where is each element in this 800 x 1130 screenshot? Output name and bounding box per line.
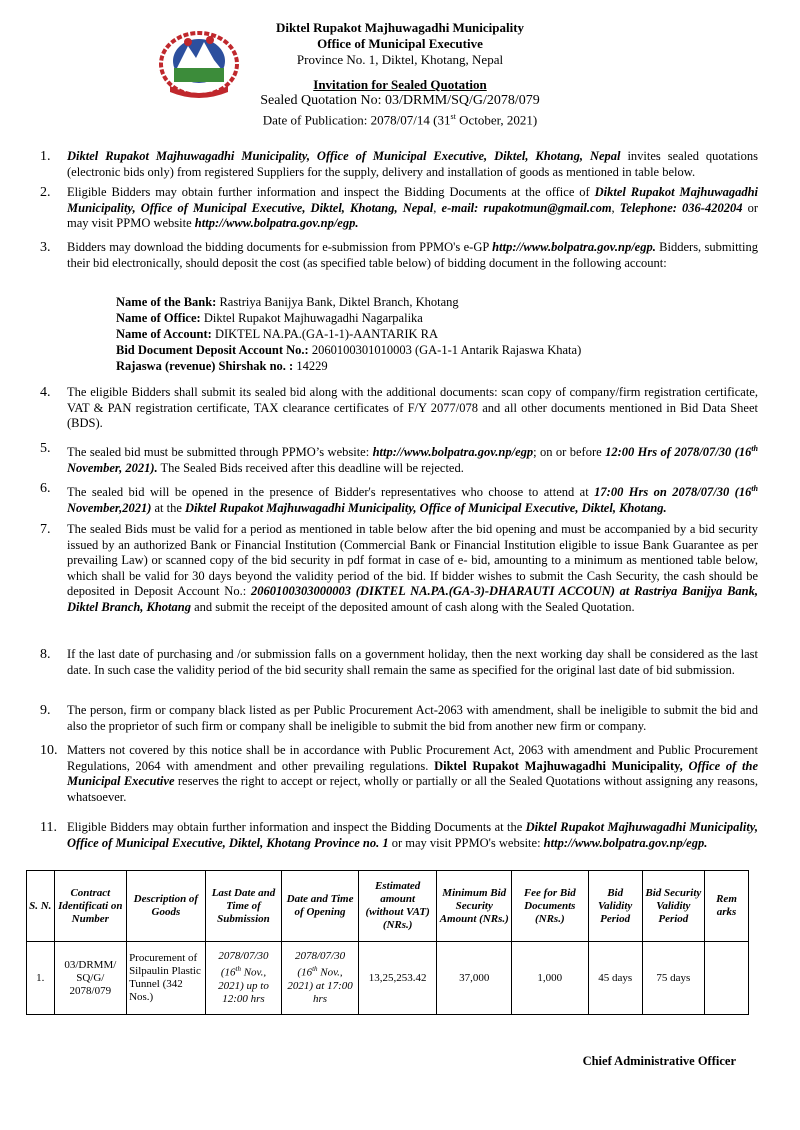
document-header [0,20,800,128]
submission-link[interactable]: http://www.bolpatra.gov.np/egp [372,445,534,460]
clause-5: 5. The sealed bid must be submitted through PPMO’s website: http://www.bolpatra.gov.np/egp; on or before 12:00 Hrs of 2078/07/30 (16th November, 2021). The Sealed Bids received after this deadline will be rejected. [40,441,758,475]
office-name: Office of Municipal Executive [317,36,483,51]
clause-3: 3. Bidders may download the bidding documents for e-submission from PPMO's e-GP http://www.bolpatra.gov.np/egp. Bidders, submitting their bid electronically, should deposit the cost (as specified table below) of bidding document in the following account: [40,240,758,270]
clause-10: 10. Matters not covered by this notice shall be in accordance with Public Procurement Act, 2063 with amendment and Public Procurement Regulations, 2064 with amendment and other prevailing regulations. Diktel Rupakot Majhuwagadhi Municipality, Office of the Municipal Executive reserves the right to accept or reject, wholly or partially or all the Sealed Quotations without assigning any reasons, whatsoever. [40,743,758,804]
table-row [27,942,749,1015]
cell-bid-security: 37,000 [437,942,512,1015]
office-address: Province No. 1, Diktel, Khotang, Nepal [296,52,504,67]
col-estimated-amount: Estimated amount (without VAT) (NRs.) [358,871,437,942]
col-bid-security: Minimum Bid Security Amount (NRs.) [437,871,512,942]
clause-7: 7. The sealed Bids must be valid for a period as mentioned in table below after the bid opening and must be accompanied by a bid security issued by an authorized Bank or Financial Institution (Commercial Bank or Financial Institution eligible to issue Bank Guarantee as per prevailing Law) or scanned copy of the bid security in pdf format in case of e- bid, amounting to a minimum as mentioned table below, which shall be valid for 30 days beyond the validity period of the bid. If bidder wishes to submit the Cash Security, the cash should be deposited in Deposit Account No.: 2060100303000003 (DIKTEL NA.PA.(GA-3)-DHARAUTI ACCOUN) at Rastriya Banijya Bank, Diktel Branch, Khotang and submit the receipt of the deposited amount of cash along with the Sealed Quotation. [40,522,759,614]
cell-bid-validity: 45 days [588,942,642,1015]
clause-2: 2. Eligible Bidders may obtain further information and inspect the Bidding Documents at the office of Diktel Rupakot Majhuwagadhi Municipality, Office of Municipal Executive, Diktel, Khotang, Nepal, e-mail: rupakotmun@gmail.com, Telephone: 036-420204 or may visit PPMO website http://www.bolpatra.gov.np/egp. [40,185,759,231]
col-security-validity: Bid Security Validity Period [642,871,704,942]
municipality-name: Diktel Rupakot Majhuwagadhi Municipality [275,20,525,35]
ppmo-egp-link[interactable]: http://www.bolpatra.gov.np/egp. [543,835,708,850]
quotation-table [26,870,749,1015]
cell-estimated-amount: 13,25,253.42 [358,942,437,1015]
col-fee: Fee for Bid Documents (NRs.) [512,871,589,942]
col-contract-id: Contract Identificati on Number [54,871,127,942]
cell-sn: 1. [27,942,55,1015]
col-sn: S. N. [27,871,55,942]
clause-1: 1. Diktel Rupakot Majhuwagadhi Municipality, Office of Municipal Executive, Diktel, Khotang, Nepal invites sealed quotations (electronic bids only) from registered Suppliers for the supply, delivery and installation of goods as mentioned in table below. [40,149,758,179]
clause-4: 4. The eligible Bidders shall submit its sealed bid along with the additional documents: scan copy of company/firm registration certificate, VAT & PAN registration certificate, TAX clearance certificates of F/Y 2077/078 and all other documents mentioned in Bid Data Sheet (BDS). [40,385,758,431]
notice-title: Invitation for Sealed Quotation [313,77,487,92]
col-remarks: Rem arks [704,871,748,942]
clause-8: 8. If the last date of purchasing and /or submission falls on a government holiday, then the next working day shall be considered as the last date. In such case the validity period of the bid security shall remain the same as specified for the original last date of bid submission. [40,647,758,677]
clause-11: 11. Eligible Bidders may obtain further information and inspect the Bidding Documents at the Diktel Rupakot Majhuwagadhi Municipality, Office of Municipal Executive, Diktel, Khotang Province no. 1 or may visit PPMO's website: http://www.bolpatra.gov.np/egp. [40,820,758,850]
col-opening-date: Date and Time of Opening [282,871,359,942]
cell-security-validity: 75 days [642,942,704,1015]
cell-opening-date: 2078/07/30 (16th Nov., 2021) at 17:00 hrs [282,942,359,1015]
quotation-number: Sealed Quotation No: 03/DRMM/SQ/G/2078/079 [260,93,540,108]
clause-9: 9. The person, firm or company black listed as per Public Procurement Act-2063 with amendment, shall be ineligible to submit the bid and also the proprietor of such firm or company shall be ineligible to submit the bid from another new firm or company. [40,703,758,733]
cell-fee: 1,000 [512,942,589,1015]
bank-details: Name of the Bank: Rastriya Banijya Bank, Diktel Branch, Khotang Name of Office: Diktel Rupakot Majhuwagadhi Nagarpalika Name of Account: DIKTEL NA.PA.(GA-1-1)-AANTARIK RA Bid Document Deposit Account No.: 2060100301010003 (GA-1-1 Antarik Rajaswa Khata) Rajaswa (revenue) Shirshak no. : 14229 [116,295,582,373]
egp-link[interactable]: http://www.bolpatra.gov.np/egp. [492,240,656,254]
cell-remarks [704,942,748,1015]
col-description: Description of Goods [127,871,206,942]
cell-last-date: 2078/07/30 (16th Nov., 2021) up to 12:00 hrs [205,942,282,1015]
publication-date: Date of Publication: 2078/07/14 (31st October, 2021) [262,112,538,128]
email-link[interactable]: e-mail: rupakotmun@gmail.com [441,200,612,215]
cell-description: Procurement of Silpaulin Plastic Tunnel (342 Nos.) [127,942,206,1015]
table-header-row [27,871,749,942]
signature-title: Chief Administrative Officer [582,1054,736,1068]
clause-6: 6. The sealed bid will be opened in the presence of Bidder's representatives who choose to attend at 17:00 Hrs on 2078/07/30 (16th November,2021) at the Diktel Rupakot Majhuwagadhi Municipality, Office of Municipal Executive, Diktel, Khotang. [40,481,758,515]
ppmo-website-link[interactable]: http://www.bolpatra.gov.np/egp. [194,216,359,231]
cell-contract-id: 03/DRMM/ SQ/G/ 2078/079 [54,942,127,1015]
col-bid-validity: Bid Validity Period [588,871,642,942]
col-last-date: Last Date and Time of Submission [205,871,282,942]
